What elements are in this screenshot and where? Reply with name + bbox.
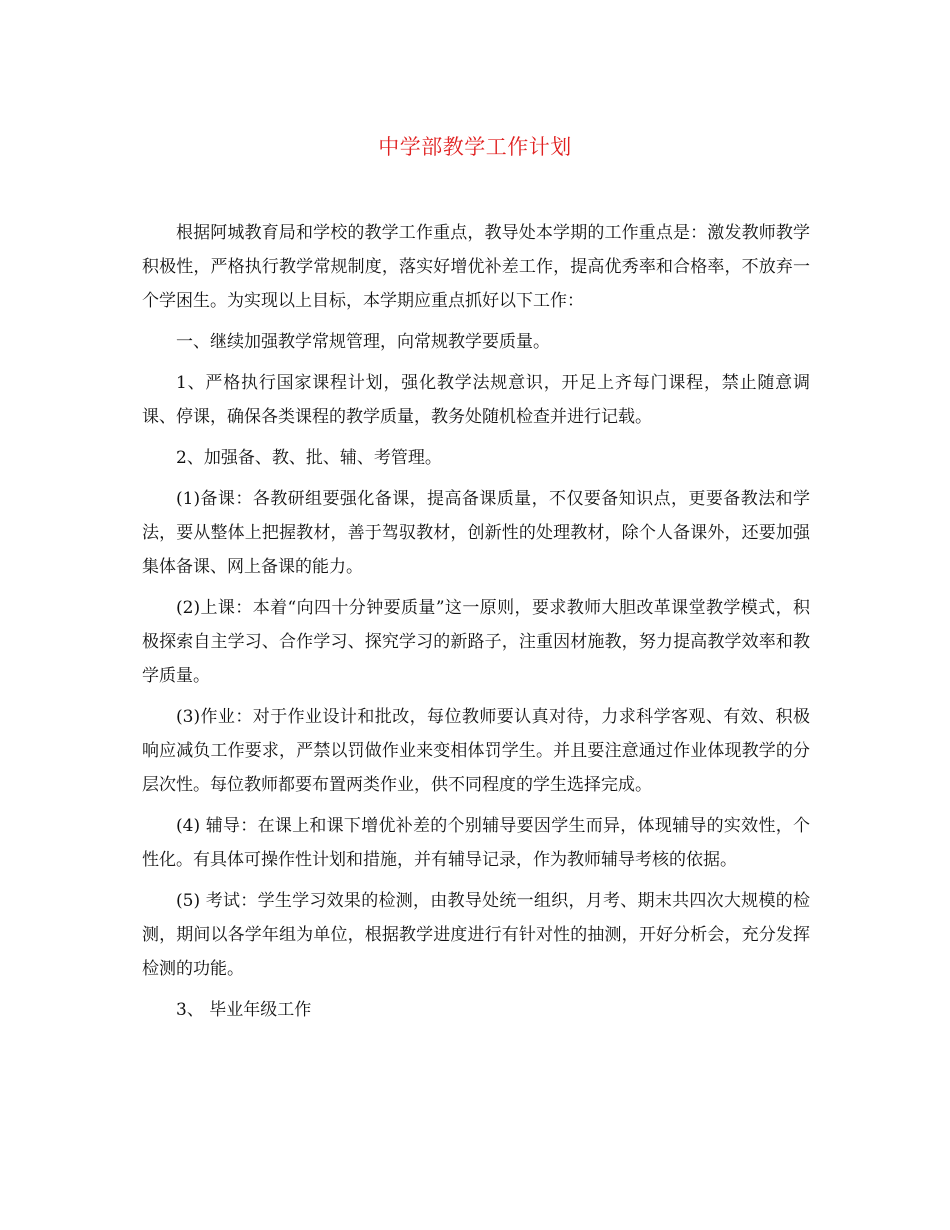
paragraph-item-1: 1、严格执行国家课程计划，强化教学法规意识，开足上齐每门课程，禁止随意调课、停课，确保各类课程的教学质量，教务处随机检查并进行记载。 [142,373,810,427]
paragraph-exams: (5) 考试：学生学习效果的检测，由教导处统一组织，月考、期末共四次大规模的检测，期间以各学年组为单位，根据教学进度进行有针对性的抽测，开好分析会，充分发挥检测的功能。 [142,891,810,979]
document-title: 中学部教学工作计划 [378,135,572,159]
paragraph-item-2: 2、加强备、教、批、辅、考管理。 [176,448,442,468]
paragraph-intro: 根据阿城教育局和学校的教学工作重点，教导处本学期的工作重点是：激发教师教学积极性，严格执行教学常规制度，落实好增优补差工作，提高优秀率和合格率，不放弃一个学困生。为实现以上目标，本学期应重点抓好以下工作： [142,223,810,311]
paragraph-section-1-heading: 一、继续加强教学常规管理，向常规教学要质量。 [176,332,550,352]
paragraph-item-3: 3、 毕业年级工作 [176,1000,312,1020]
paragraph-lesson-prep: (1)备课：各教研组要强化备课，提高备课质量，不仅要备知识点，更要备教法和学法，要从整体上把握教材，善于驾驭教材，创新性的处理教材，除个人备课外，还要加强集体备课、网上备课的能力。 [142,489,810,577]
paragraph-homework: (3)作业：对于作业设计和批改，每位教师要认真对待，力求科学客观、有效、积极响应减负工作要求，严禁以罚做作业来变相体罚学生。并且要注意通过作业体现教学的分层次性。每位教师都要布置两类作业，供不同程度的学生选择完成。 [142,707,810,795]
paragraph-teaching: (2)上课：本着“向四十分钟要质量”这一原则，要求教师大胆改革课堂教学模式，积极探索自主学习、合作学习、探究学习的新路子，注重因材施教，努力提高教学效率和教学质量。 [142,598,810,686]
paragraph-tutoring: (4) 辅导：在课上和课下增优补差的个别辅导要因学生而异，体现辅导的实效性，个性化。有具体可操作性计划和措施，并有辅导记录，作为教师辅导考核的依据。 [142,816,810,870]
document-body [142,216,810,1034]
